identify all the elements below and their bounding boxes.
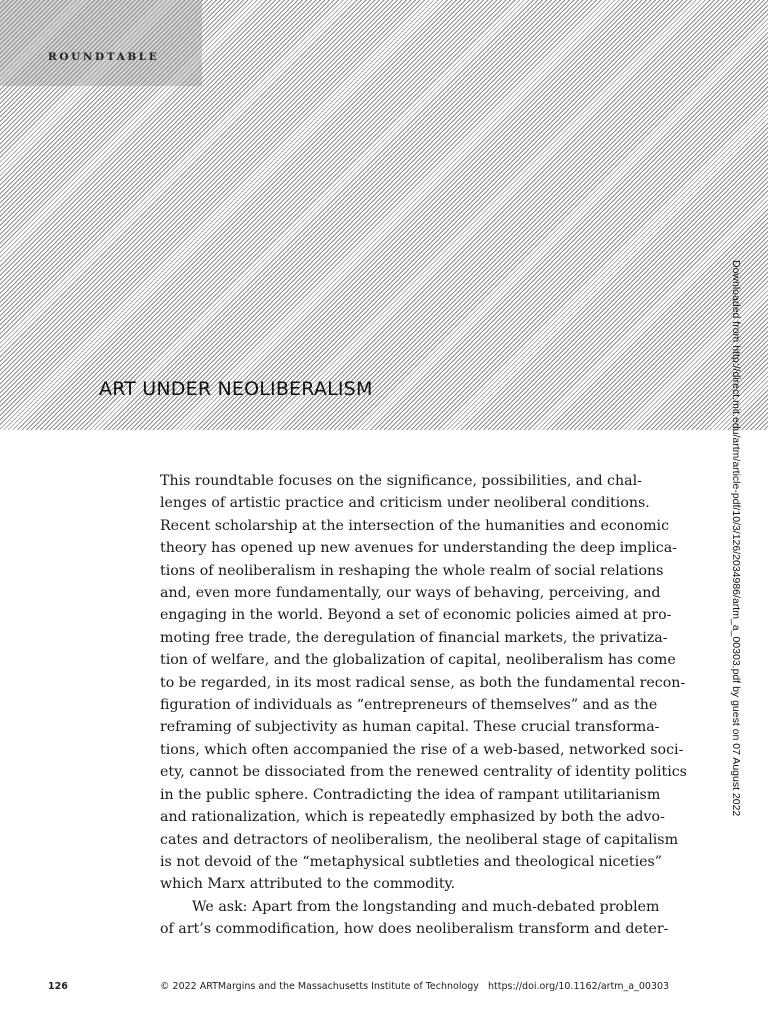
body-line: in the public sphere. Contradicting the idea of rampant utilitarianism [160, 786, 661, 803]
body-line: and, even more fundamentally, our ways of behaving, perceiving, and [160, 585, 661, 602]
body-line: lenges of artistic practice and criticism under neoliberal conditions. [160, 495, 650, 512]
copyright-notice: © 2022 ARTMargins and the Massachusetts Institute of Technology [160, 981, 479, 992]
article-body [160, 470, 687, 941]
body-line: theory has opened up new avenues for understanding the deep implica- [160, 540, 677, 557]
body-line: reframing of subjectivity as human capital. These crucial transforma- [160, 719, 660, 736]
body-line: engaging in the world. Beyond a set of economic policies aimed at pro- [160, 607, 672, 624]
body-line: figuration of individuals as “entrepreneurs of themselves” and as the [160, 697, 658, 714]
body-line: ety, cannot be dissociated from the renewed centrality of identity politics [160, 764, 687, 781]
page-number: 126 [48, 981, 68, 992]
body-line: tions, which often accompanied the rise of a web-based, networked soci- [160, 741, 684, 758]
body-line: This roundtable focuses on the significance, possibilities, and chal- [160, 473, 642, 489]
doi-link[interactable]: https://doi.org/10.1162/artm_a_00303 [488, 981, 670, 992]
body-line: to be regarded, in its most radical sense, as both the fundamental recon- [160, 674, 686, 691]
body-line: and rationalization, which is repeatedly emphasized by both the advo- [160, 809, 665, 826]
body-line: of art’s commodification, how does neoliberalism transform and deter- [160, 921, 669, 938]
body-line: tions of neoliberalism in reshaping the whole realm of social relations [160, 562, 664, 579]
body-line: moting free trade, the deregulation of financial markets, the privatiza- [160, 629, 668, 646]
body-line: Recent scholarship at the intersection of the humanities and economic [160, 517, 670, 534]
body-line: is not devoid of the “metaphysical subtleties and theological niceties” [160, 853, 663, 870]
body-line: cates and detractors of neoliberalism, the neoliberal stage of capitalism [160, 831, 679, 848]
body-line: which Marx attributed to the commodity. [160, 876, 456, 893]
article-title: ART UNDER NEOLIBERALISM [99, 378, 373, 400]
section-label-box [0, 0, 202, 86]
section-label: ROUNDTABLE [48, 51, 160, 63]
body-line: tion of welfare, and the globalization of capital, neoliberalism has come [160, 652, 676, 669]
download-note: Downloaded from http://direct.mit.edu/artm/article-pdf/10/3/126/2034986/artm_a_00303.pdf by guest on 07 August 2022 [730, 260, 742, 817]
body-line: We ask: Apart from the longstanding and much-debated problem [192, 898, 660, 915]
